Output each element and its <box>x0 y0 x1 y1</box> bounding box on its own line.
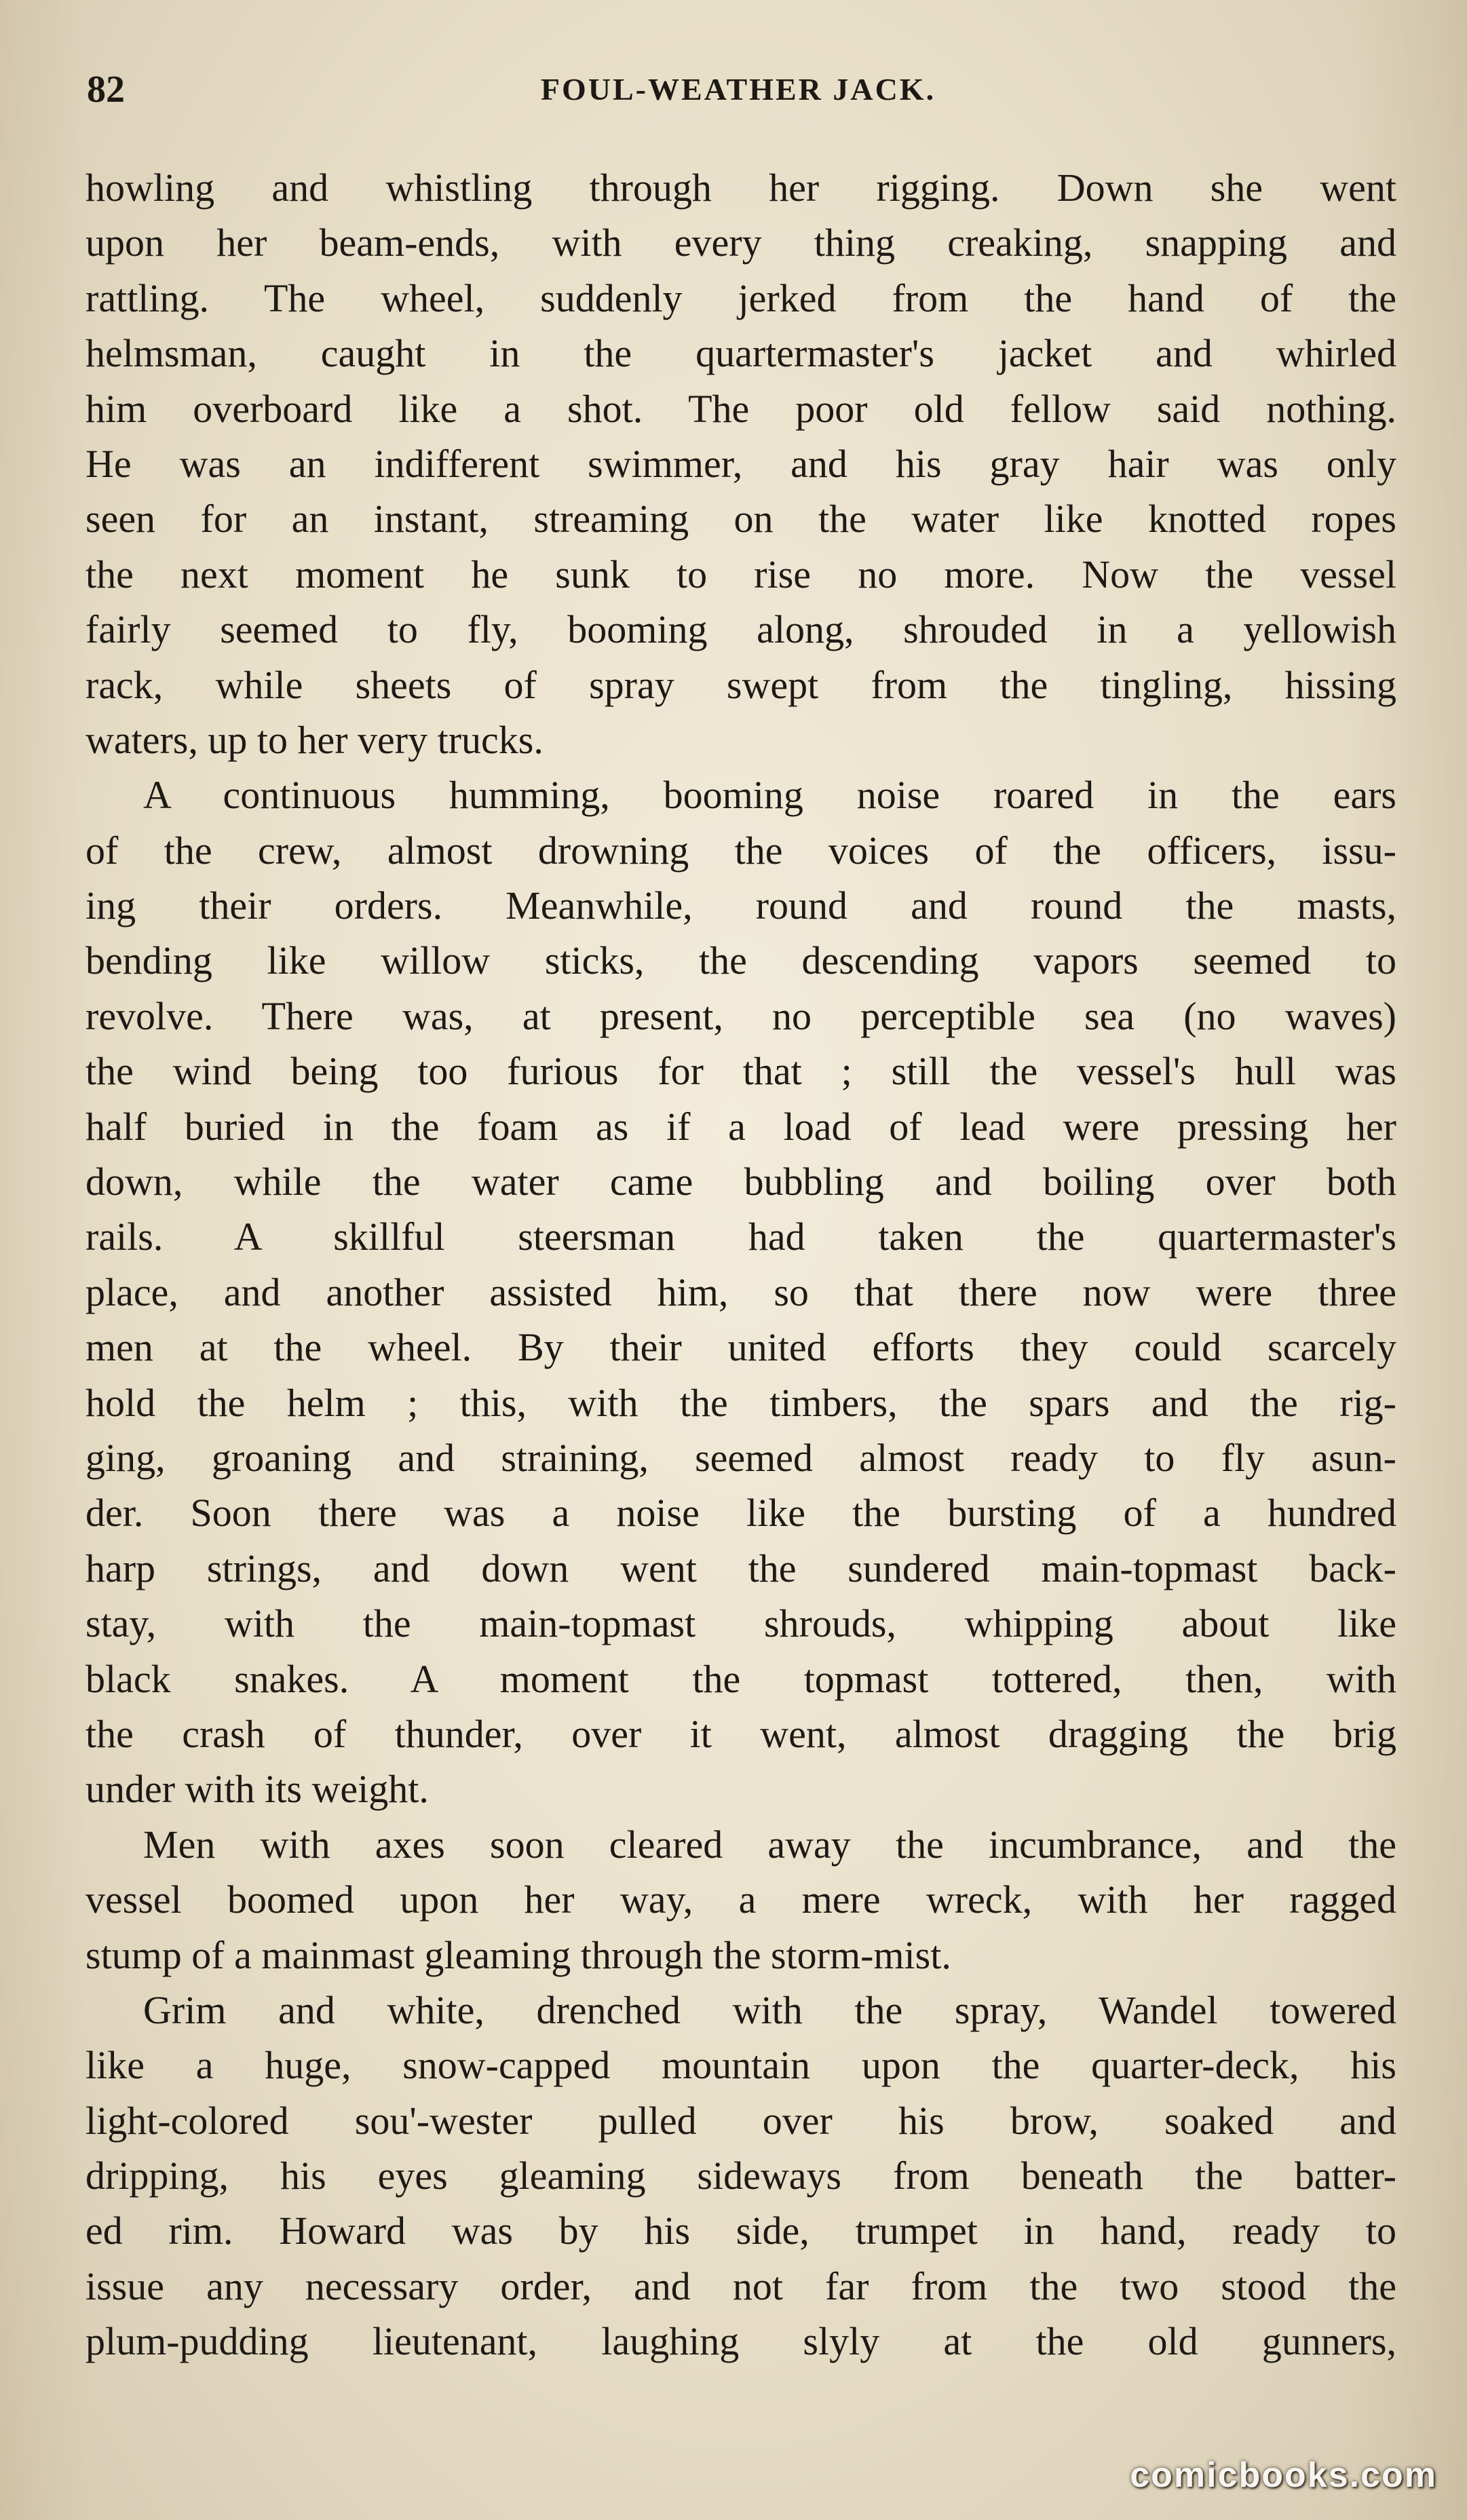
text-line: down, while the water came bubbling and boiling over both <box>85 1160 1396 1204</box>
text-line: Grim and white, drenched with the spray, Wandel towered <box>143 1987 1396 2032</box>
text-line: issue any necessary order, and not far from the two stood the <box>85 2264 1396 2308</box>
text-line: rack, while sheets of spray swept from the tingling, hissing <box>85 662 1396 707</box>
text-line: der. Soon there was a noise like the bursting of a hundred <box>85 1491 1396 1535</box>
text-line: ing their orders. Meanwhile, round and round the masts, <box>85 883 1396 928</box>
text-line: seen for an instant, streaming on the water like knotted ropes <box>85 497 1396 541</box>
text-line: him overboard like a shot. The poor old fellow said nothing. <box>85 386 1396 431</box>
text-line: rattling. The wheel, suddenly jerked from the hand of the <box>85 275 1396 320</box>
text-line: stump of a mainmast gleaming through the storm-mist. <box>85 1932 951 1977</box>
text-line: like a huge, snow-capped mountain upon the quarter-deck, his <box>85 2043 1396 2088</box>
text-line: harp strings, and down went the sundered main-topmast back- <box>85 1546 1396 1590</box>
page-number: 82 <box>87 69 125 111</box>
text-line: plum-pudding lieutenant, laughing slyly at the old gunners, <box>85 2319 1396 2364</box>
text-line: light-colored sou'-wester pulled over his brow, soaked and <box>85 2098 1396 2143</box>
text-line: upon her beam-ends, with every thing creaking, snapping and <box>85 221 1396 265</box>
text-line: the wind being too furious for that ; still the vessel's hull was <box>85 1049 1396 1094</box>
text-line: place, and another assisted him, so that there now were three <box>85 1269 1396 1314</box>
text-line: bending like willow sticks, the descending vapors seemed to <box>85 938 1396 983</box>
text-line: A continuous humming, booming noise roared in the ears <box>143 773 1396 818</box>
watermark: comicbooks.com <box>1130 2456 1437 2495</box>
text-line: fairly seemed to fly, booming along, shrouded in a yellowish <box>85 607 1396 652</box>
text-line: dripping, his eyes gleaming sideways from beneath the batter- <box>85 2154 1396 2198</box>
text-line: black snakes. A moment the topmast tottered, then, with <box>85 1656 1396 1701</box>
text-line: stay, with the main-topmast shrouds, whipping about like <box>85 1601 1396 1646</box>
page-header <box>87 62 1390 117</box>
text-line: half buried in the foam as if a load of lead were pressing her <box>85 1104 1396 1149</box>
text-line: under with its weight. <box>85 1767 429 1812</box>
text-line: of the crew, almost drowning the voices of the officers, issu- <box>85 828 1396 873</box>
running-title: FOUL-WEATHER JACK. <box>540 72 936 107</box>
text-line: Men with axes soon cleared away the incumbrance, and the <box>143 1822 1396 1867</box>
text-line: helmsman, caught in the quartermaster's jacket and whirled <box>85 331 1396 376</box>
text-line: howling and whistling through her rigging. Down she went <box>85 166 1396 210</box>
text-line: ging, groaning and straining, seemed almost ready to fly asun- <box>85 1435 1396 1480</box>
text-line: ed rim. Howard was by his side, trumpet in hand, ready to <box>85 2209 1396 2253</box>
text-line: the crash of thunder, over it went, almost dragging the brig <box>85 1711 1396 1756</box>
text-line: He was an indifferent swimmer, and his gray hair was only <box>85 441 1396 486</box>
text-line: men at the wheel. By their united efforts they could scarcely <box>85 1325 1396 1370</box>
text-line: vessel boomed upon her way, a mere wreck, with her ragged <box>85 1877 1396 1922</box>
text-line: the next moment he sunk to rise no more. Now the vessel <box>85 552 1396 596</box>
text-line: hold the helm ; this, with the timbers, the spars and the rig- <box>85 1380 1396 1425</box>
text-line: revolve. There was, at present, no perceptible sea (no waves) <box>85 993 1396 1038</box>
text-line: rails. A skillful steersman had taken the quartermaster's <box>85 1215 1396 1259</box>
body-text <box>85 160 1396 2369</box>
text-line: waters, up to her very trucks. <box>85 717 544 762</box>
